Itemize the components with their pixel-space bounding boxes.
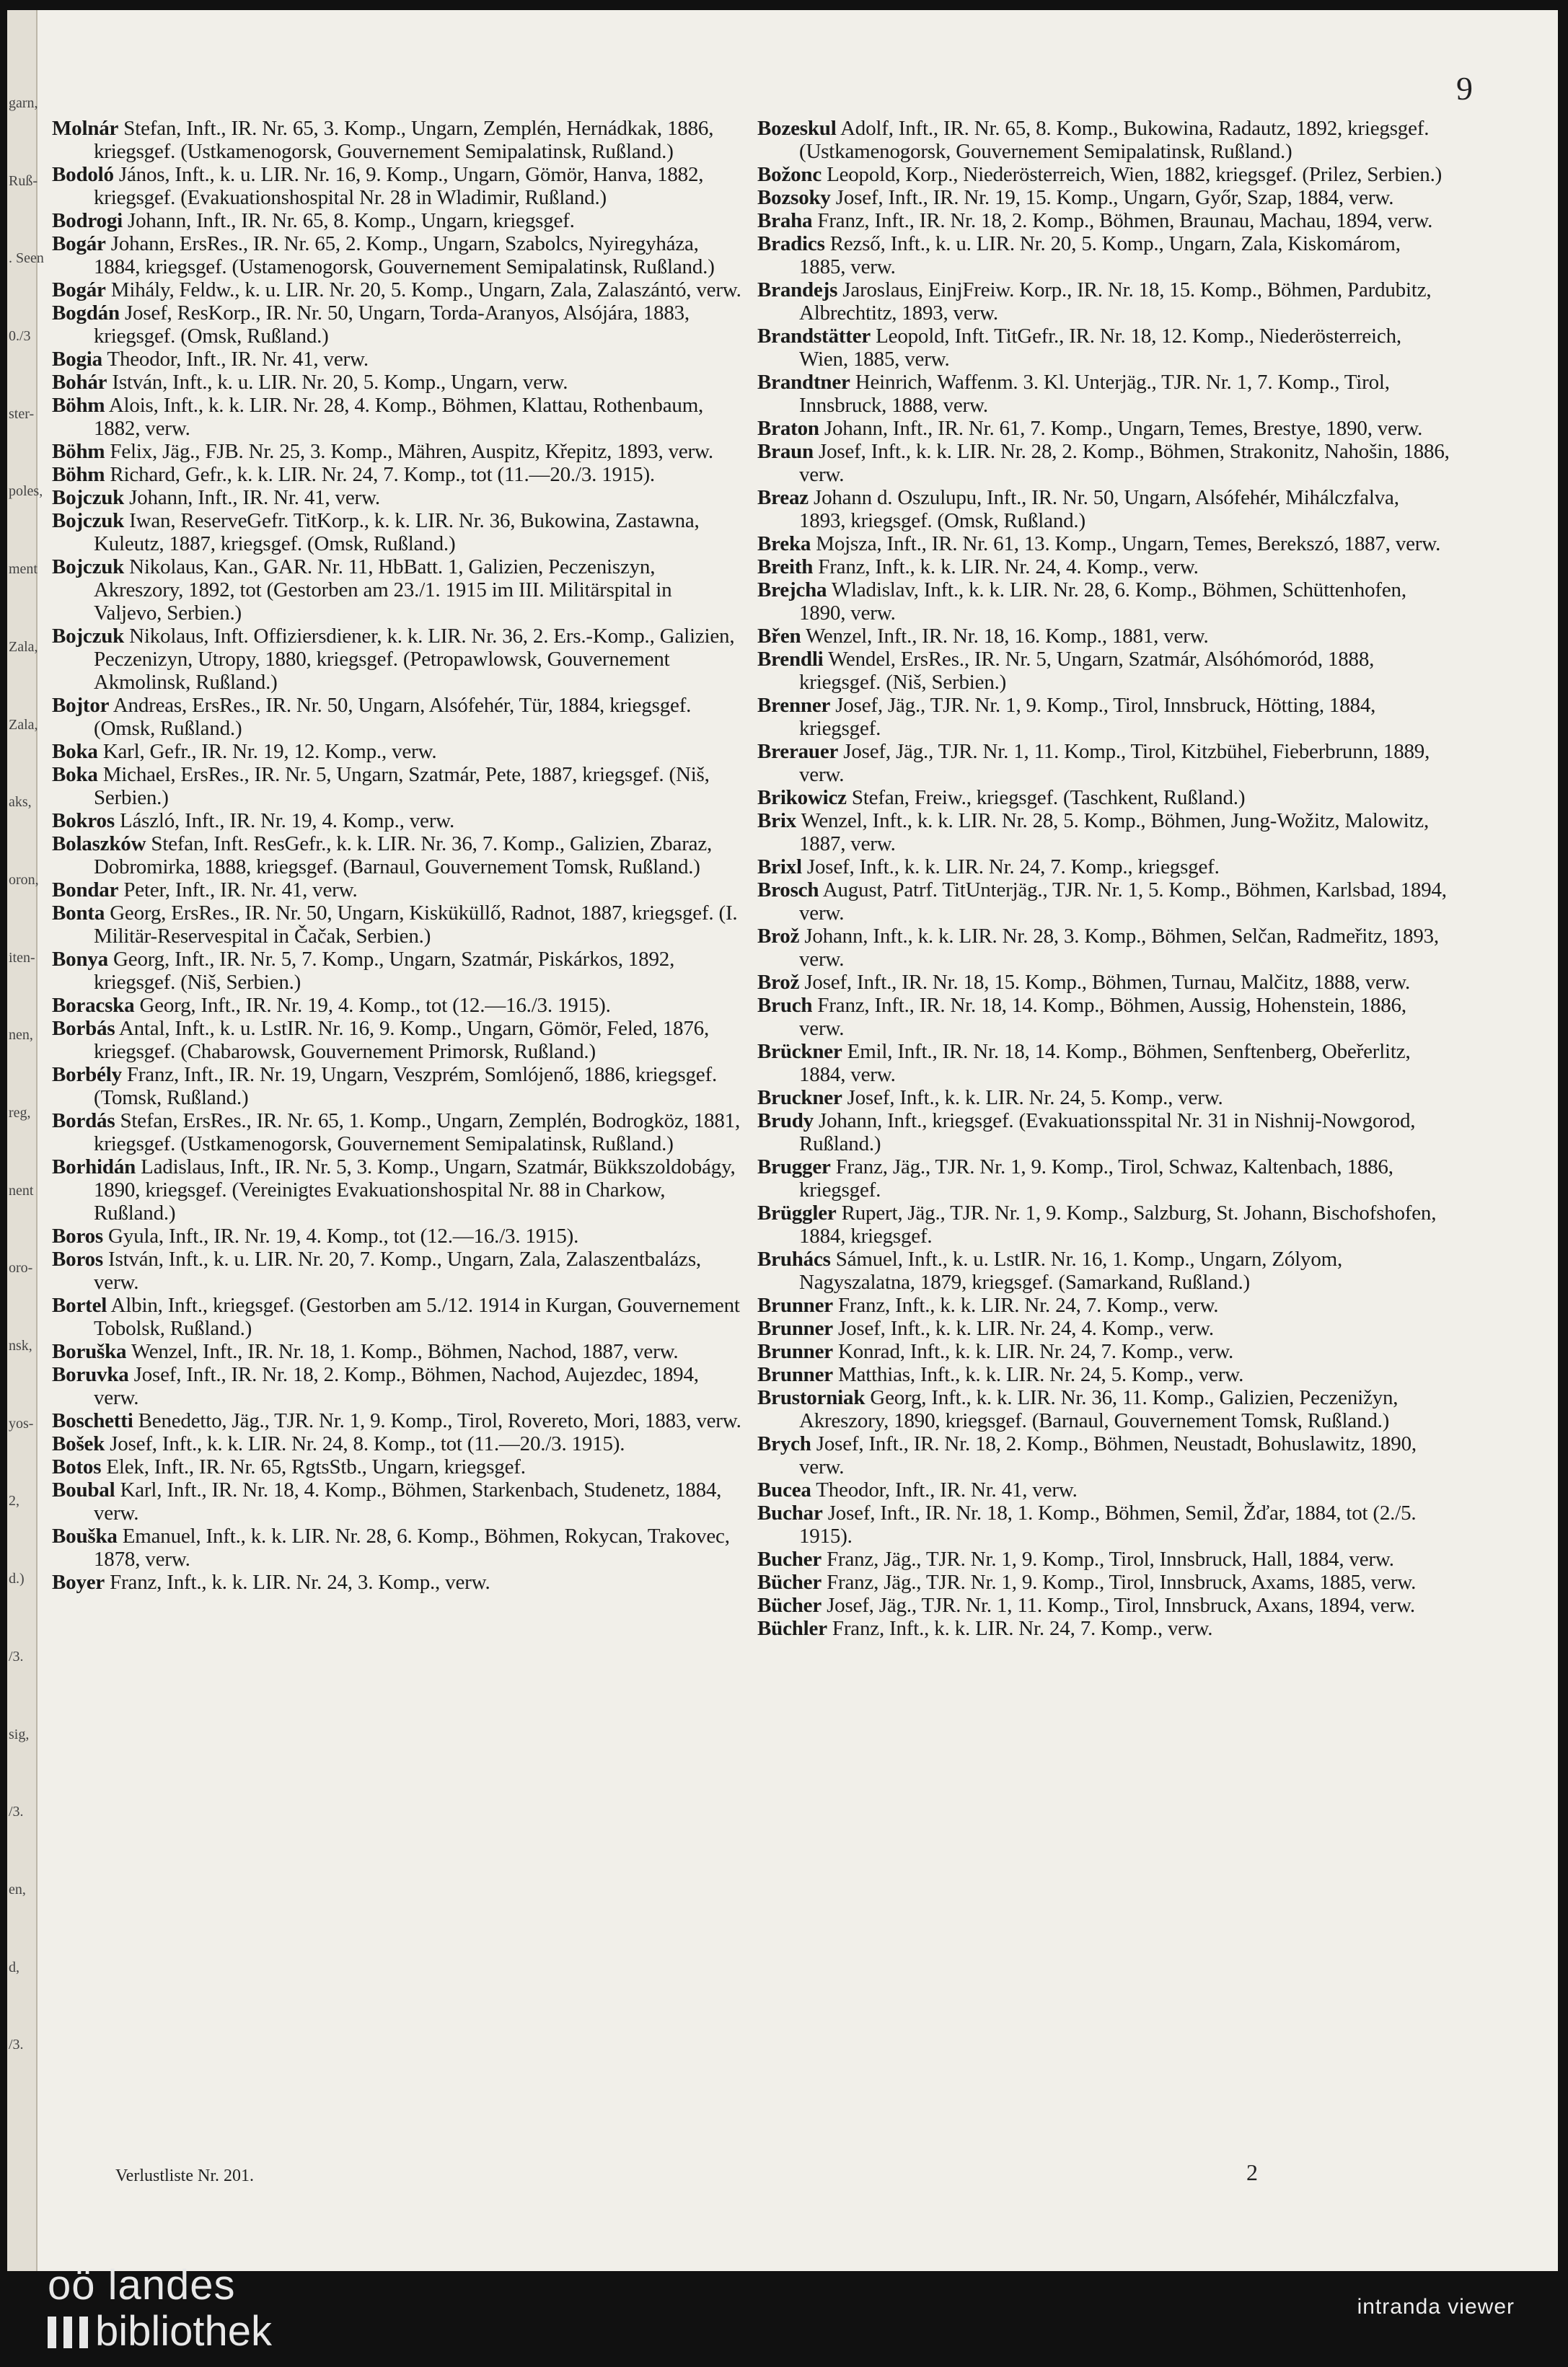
viewer-brand[interactable]: intranda viewer (1357, 2295, 1515, 2319)
list-entry (757, 278, 1450, 325)
entry-details: Felix, Jäg., FJB. Nr. 25, 3. Komp., Mähren, Auspitz, Křepitz, 1893, verw. (105, 440, 713, 463)
list-entry (52, 1455, 744, 1478)
list-entry (757, 209, 1450, 232)
margin-fragment: d, (9, 1959, 19, 1975)
list-entry (52, 902, 744, 948)
list-entry (52, 1109, 744, 1155)
entry-details: August, Patrf. TitUnterjäg., TJR. Nr. 1, 5. Komp., Böhmen, Karlsbad, 1894, verw. (799, 878, 1447, 925)
entry-details: Franz, Jäg., TJR. Nr. 1, 9. Komp., Tirol, Innsbruck, Axams, 1885, verw. (822, 1571, 1417, 1594)
entry-surname: Brikowicz (757, 786, 847, 809)
entry-surname: Brož (757, 971, 800, 994)
list-entry (52, 371, 744, 394)
entry-details: Wenzel, Inft., k. k. LIR. Nr. 28, 5. Komp., Böhmen, Jung-Wožitz, Malowitz, 1887, verw. (796, 809, 1430, 855)
page-number: 9 (1456, 70, 1473, 107)
entry-details: Karl, Gefr., IR. Nr. 19, 12. Komp., verw. (97, 740, 437, 763)
list-entry (757, 878, 1450, 925)
list-entry (52, 625, 744, 694)
entry-details: Iwan, ReserveGefr. TitKorp., k. k. LIR. Nr. 36, Bukowina, Zastawna, Kuleutz, 1887, kriegsgef. (Omsk, Rußland.) (94, 509, 700, 555)
entry-surname: Botos (52, 1455, 102, 1478)
entry-details: Josef, Inft., k. k. LIR. Nr. 24, 5. Komp., verw. (842, 1086, 1223, 1109)
entry-surname: Bruch (757, 994, 813, 1017)
margin-fragment: oron, (9, 871, 39, 888)
entry-details: Josef, Inft., k. k. LIR. Nr. 28, 2. Komp., Böhmen, Strakonitz, Nahošin, 1886, verw. (799, 440, 1450, 486)
entry-surname: Boubal (52, 1478, 115, 1502)
list-entry (757, 1202, 1450, 1248)
margin-fragment: ster- (9, 405, 35, 422)
entry-details: Josef, ResKorp., IR. Nr. 50, Ungarn, Torda-Aranyos, Alsójára, 1883, kriegsgef. (Omsk, Rußland.) (94, 301, 690, 348)
entry-details: Jaroslaus, EinjFreiw. Korp., IR. Nr. 18, 15. Komp., Böhmen, Pardubitz, Albrechtitz, 1893, verw. (799, 278, 1432, 325)
entry-details: Elek, Inft., IR. Nr. 65, RgtsStb., Ungarn, kriegsgef. (101, 1455, 526, 1478)
entry-details: Nikolaus, Inft. Offiziersdiener, k. k. LIR. Nr. 36, 2. Ers.-Komp., Galizien, Peczenizyn, Utropy, 1880, kriegsgef. (Petropawlowsk, Gouvernement Akmolinsk, Rußland.) (94, 625, 735, 694)
list-entry (757, 648, 1450, 694)
entry-surname: Brož (757, 925, 800, 948)
entry-details: Richard, Gefr., k. k. LIR. Nr. 24, 7. Komp., tot (11.—20./3. 1915). (105, 463, 655, 486)
list-entry (52, 555, 744, 625)
entry-details: Franz, Inft., k. k. LIR. Nr. 24, 3. Komp., verw. (105, 1571, 490, 1594)
entry-details: Andreas, ErsRes., IR. Nr. 50, Ungarn, Alsófehér, Tür, 1884, kriegsgef. (Omsk, Rußland.) (94, 694, 692, 740)
list-entry (757, 971, 1450, 994)
entry-details: Franz, Inft., IR. Nr. 18, 2. Komp., Böhmen, Braunau, Machau, 1894, verw. (812, 209, 1433, 232)
entry-surname: Bokros (52, 809, 115, 832)
entry-details: Franz, Inft., k. k. LIR. Nr. 24, 4. Komp., verw. (813, 555, 1199, 578)
entry-details: Adolf, Inft., IR. Nr. 65, 8. Komp., Bukowina, Radautz, 1892, kriegsgef. (Ustkamenogorsk, Gouvernement Semipalatinsk, Rußland.) (799, 117, 1430, 163)
margin-fragment: /3. (9, 1804, 24, 1820)
list-entry (52, 301, 744, 348)
list-entry (52, 1432, 744, 1455)
list-entry (52, 209, 744, 232)
list-entry (52, 1225, 744, 1248)
list-entry (757, 994, 1450, 1040)
margin-fragment: sig, (9, 1726, 30, 1742)
entry-details: Konrad, Inft., k. k. LIR. Nr. 24, 7. Komp., verw. (832, 1340, 1234, 1363)
entry-details: Emil, Inft., IR. Nr. 18, 14. Komp., Böhmen, Senftenberg, Obeřerlitz, 1884, verw. (799, 1040, 1411, 1086)
entry-details: Josef, Jäg., TJR. Nr. 1, 11. Komp., Tirol, Kitzbühel, Fieberbrunn, 1889, verw. (799, 740, 1430, 786)
list-entry (52, 509, 744, 555)
entry-surname: Brüggler (757, 1202, 837, 1225)
list-entry (52, 1063, 744, 1109)
entry-surname: Bojczuk (52, 509, 125, 532)
entry-details: Johann, ErsRes., IR. Nr. 65, 2. Komp., Ungarn, Szabolcs, Nyiregyháza, 1884, kriegsgef. (Ustamenogorsk, Gouvernement Semipalatinsk, Rußland.) (94, 232, 715, 278)
footer-signature-number: 2 (1246, 2159, 1258, 2185)
entry-details: Sámuel, Inft., k. u. LstIR. Nr. 16, 1. Komp., Ungarn, Zólyom, Nagyszalatna, 1879, kriegsgef. (Samarkand, Rußland.) (799, 1248, 1343, 1294)
entry-details: Mojsza, Inft., IR. Nr. 61, 13. Komp., Ungarn, Temes, Berekszó, 1887, verw. (811, 532, 1441, 555)
entry-surname: Bucea (757, 1478, 811, 1502)
entry-surname: Boka (52, 740, 98, 763)
entry-details: Matthias, Inft., k. k. LIR. Nr. 24, 5. Komp., verw. (832, 1363, 1244, 1386)
entry-details: Stefan, Inft., IR. Nr. 65, 3. Komp., Ungarn, Zemplén, Hernádkak, 1886, kriegsgef. (Ustkamenogorsk, Gouvernement Semipalatinsk, Rußland.) (94, 117, 714, 163)
entry-details: István, Inft., k. u. LIR. Nr. 20, 7. Komp., Ungarn, Zala, Zalaszentbalázs, verw. (94, 1248, 701, 1294)
entry-surname: Brudy (757, 1109, 814, 1132)
list-entry (52, 486, 744, 509)
list-entry (757, 371, 1450, 417)
entry-details: Josef, Inft., IR. Nr. 18, 2. Komp., Böhmen, Neustadt, Bohuslawitz, 1890, verw. (799, 1432, 1417, 1478)
right-column (757, 117, 1450, 1640)
entry-surname: Bogár (52, 278, 106, 301)
list-entry (52, 1294, 744, 1340)
list-entry (52, 1363, 744, 1409)
entry-surname: Bojczuk (52, 486, 125, 509)
entry-details: Wenzel, Inft., IR. Nr. 18, 16. Komp., 1881, verw. (801, 625, 1209, 648)
list-entry (757, 486, 1450, 532)
logo-bars-icon (48, 2317, 88, 2348)
entry-surname: Brunner (757, 1317, 833, 1340)
list-entry (52, 832, 744, 878)
entry-details: Josef, Jäg., TJR. Nr. 1, 11. Komp., Tirol, Innsbruck, Axans, 1894, verw. (822, 1594, 1415, 1617)
entry-surname: Breka (757, 532, 811, 555)
list-entry (52, 163, 744, 209)
logo-line-1: oö landes (48, 2262, 236, 2309)
entry-surname: Braha (757, 209, 813, 232)
entry-details: Franz, Inft., IR. Nr. 18, 14. Komp., Böhmen, Aussig, Hohenstein, 1886, verw. (799, 994, 1406, 1040)
entry-details: Johann, Inft., kriegsgef. (Evakuationsspital Nr. 31 in Nishnij-Nowgorod, Rußland.) (799, 1109, 1416, 1155)
entry-details: Georg, Inft., k. k. LIR. Nr. 36, 11. Komp., Galizien, Peczenižyn, Akreszory, 1890, kriegsgef. (Barnaul, Gouvernement Tomsk, Rußland.) (799, 1386, 1399, 1432)
margin-fragment: /3. (9, 2037, 24, 2053)
list-entry (757, 1502, 1450, 1548)
entry-surname: Bozeskul (757, 117, 837, 140)
entry-details: Josef, Inft., k. k. LIR. Nr. 24, 8. Komp., tot (11.—20./3. 1915). (105, 1432, 625, 1455)
entry-surname: Bordás (52, 1109, 115, 1132)
entry-details: Ladislaus, Inft., IR. Nr. 5, 3. Komp., Ungarn, Szatmár, Bükkszoldobágy, 1890, kriegsgef. (Vereinigtes Evakuationshospital Nr. 88 in Charkow, Rußland.) (94, 1155, 736, 1225)
entry-details: Johann d. Oszulupu, Inft., IR. Nr. 50, Ungarn, Alsófehér, Mihálczfalva, 1893, kriegsgef. (Omsk, Rußland.) (799, 486, 1399, 532)
list-entry (757, 117, 1450, 163)
entry-surname: Borbély (52, 1063, 122, 1086)
list-entry (52, 440, 744, 463)
margin-fragment: reg, (9, 1105, 31, 1121)
entry-surname: Borhidán (52, 1155, 136, 1178)
entry-details: Peter, Inft., IR. Nr. 41, verw. (118, 878, 358, 902)
entry-surname: Bondar (52, 878, 119, 902)
entry-details: Johann, Inft., IR. Nr. 65, 8. Komp., Ungarn, kriegsgef. (122, 209, 575, 232)
entry-details: Stefan, Inft. ResGefr., k. k. LIR. Nr. 36, 7. Komp., Galizien, Zbaraz, Dobromirka, 1888, kriegsgef. (Barnaul, Gouvernement Tomsk, Rußland.) (94, 832, 713, 878)
list-entry (52, 1525, 744, 1571)
entry-details: Mihály, Feldw., k. u. LIR. Nr. 20, 5. Komp., Ungarn, Zala, Zalaszántó, verw. (105, 278, 741, 301)
entry-surname: Bücher (757, 1594, 822, 1617)
list-entry (52, 994, 744, 1017)
entry-details: Johann, Inft., k. k. LIR. Nr. 28, 3. Komp., Böhmen, Selčan, Radmeřitz, 1893, verw. (799, 925, 1439, 971)
entry-surname: Brejcha (757, 578, 827, 601)
entry-surname: Bojczuk (52, 555, 125, 578)
entry-surname: Böhm (52, 440, 105, 463)
list-entry (757, 925, 1450, 971)
entry-surname: Bolaszków (52, 832, 146, 855)
entry-surname: Bohár (52, 371, 107, 394)
entry-details: Josef, Inft., IR. Nr. 18, 15. Komp., Böhmen, Turnau, Malčitz, 1888, verw. (799, 971, 1411, 994)
list-entry (757, 1386, 1450, 1432)
entry-surname: Büchler (757, 1617, 827, 1640)
entry-surname: Bodrogi (52, 209, 123, 232)
list-entry (757, 625, 1450, 648)
list-entry (52, 1017, 744, 1063)
margin-fragment: iten- (9, 949, 35, 966)
entry-details: Josef, Inft., IR. Nr. 18, 1. Komp., Böhmen, Semil, Žďar, 1884, tot (2./5. 1915). (799, 1502, 1417, 1548)
entry-surname: Boros (52, 1248, 103, 1271)
entry-details: Karl, Inft., IR. Nr. 18, 4. Komp., Böhmen, Starkenbach, Studenetz, 1884, verw. (94, 1478, 722, 1525)
margin-fragment: poles, (9, 483, 43, 500)
entry-surname: Brendli (757, 648, 824, 671)
entry-details: Nikolaus, Kan., GAR. Nr. 11, HbBatt. 1, Galizien, Peczeniszyn, Akreszory, 1892, tot (Gestorben am 23./1. 1915 im III. Militärspital in Valjevo, Serbien.) (94, 555, 672, 625)
margin-fragment: nent (9, 1182, 34, 1199)
footer-issue-label: Verlustliste Nr. 201. (115, 2167, 254, 2185)
entry-surname: Břen (757, 625, 801, 648)
entry-details: Georg, Inft., IR. Nr. 19, 4. Komp., tot (12.—16./3. 1915). (134, 994, 611, 1017)
margin-fragment: oro- (9, 1260, 33, 1277)
list-entry (52, 1155, 744, 1225)
entry-surname: Brunner (757, 1363, 833, 1386)
entry-surname: Boruvka (52, 1363, 129, 1386)
entry-details: Rupert, Jäg., TJR. Nr. 1, 9. Komp., Salzburg, St. Johann, Bischofshofen, 1884, kriegsgef. (799, 1202, 1437, 1248)
entry-surname: Boka (52, 763, 98, 786)
previous-page-edge (7, 10, 44, 2271)
entry-surname: Brunner (757, 1294, 833, 1317)
list-entry (52, 394, 744, 440)
entry-surname: Bortel (52, 1294, 107, 1317)
entry-details: Stefan, Freiw., kriegsgef. (Taschkent, Rußland.) (846, 786, 1246, 809)
entry-surname: Bodoló (52, 163, 114, 186)
margin-fragment: aks, (9, 794, 32, 811)
entry-details: Heinrich, Waffenm. 3. Kl. Unterjäg., TJR. Nr. 1, 7. Komp., Tirol, Innsbruck, 1888, verw. (799, 371, 1390, 417)
list-entry (757, 1317, 1450, 1340)
entry-details: Benedetto, Jäg., TJR. Nr. 1, 9. Komp., Tirol, Rovereto, Mori, 1883, verw. (133, 1409, 741, 1432)
list-entry (52, 117, 744, 163)
list-entry (757, 578, 1450, 625)
entry-surname: Breith (757, 555, 814, 578)
entry-details: Franz, Inft., k. k. LIR. Nr. 24, 7. Komp., verw. (832, 1294, 1219, 1317)
entry-details: Johann, Inft., IR. Nr. 61, 7. Komp., Ungarn, Temes, Brestye, 1890, verw. (819, 417, 1423, 440)
list-entry (757, 855, 1450, 878)
margin-fragment: 2, (9, 1493, 19, 1509)
list-entry (757, 1571, 1450, 1594)
list-entry (52, 1248, 744, 1294)
margin-fragment: ment (9, 561, 38, 578)
entry-details: Georg, Inft., IR. Nr. 5, 7. Komp., Ungarn, Szatmár, Piskárkos, 1892, kriegsgef. (Niš, Serbien.) (94, 948, 675, 994)
list-entry (757, 1040, 1450, 1086)
margin-fragment: Zala, (9, 716, 38, 733)
entry-surname: Buchar (757, 1502, 823, 1525)
entry-details: Antal, Inft., k. u. LstIR. Nr. 16, 9. Komp., Ungarn, Gömör, Feled, 1876, kriegsgef. (Chabarowsk, Gouvernement Primorsk, Rußland.) (94, 1017, 709, 1063)
entry-surname: Bojczuk (52, 625, 125, 648)
entry-surname: Boschetti (52, 1409, 133, 1432)
list-entry (757, 809, 1450, 855)
list-entry (757, 1340, 1450, 1363)
list-entry (757, 1363, 1450, 1386)
margin-fragment: nsk, (9, 1338, 32, 1354)
margin-fragment: d.) (9, 1571, 25, 1587)
list-entry (52, 463, 744, 486)
list-entry (757, 1548, 1450, 1571)
entry-details: Josef, Jäg., TJR. Nr. 1, 9. Komp., Tirol, Innsbruck, Hötting, 1884, kriegsgef. (799, 694, 1376, 740)
entry-surname: Brandtner (757, 371, 850, 394)
list-entry (52, 1409, 744, 1432)
entry-details: János, Inft., k. u. LIR. Nr. 16, 9. Komp., Ungarn, Gömör, Hanva, 1882, kriegsgef. (Evakuationshospital Nr. 28 in Wladimir, Rußland.) (94, 163, 704, 209)
entry-surname: Bruckner (757, 1086, 842, 1109)
entry-surname: Böhm (52, 394, 105, 417)
entry-details: Josef, Inft., IR. Nr. 19, 15. Komp., Ungarn, Győr, Szap, 1884, verw. (830, 186, 1394, 209)
entry-details: Alois, Inft., k. k. LIR. Nr. 28, 4. Komp., Böhmen, Klattau, Rothenbaum, 1882, verw. (94, 394, 704, 440)
list-entry (52, 348, 744, 371)
entry-surname: Brych (757, 1432, 811, 1455)
entry-details: Emanuel, Inft., k. k. LIR. Nr. 28, 6. Komp., Böhmen, Rokycan, Trakovec, 1878, verw. (94, 1525, 730, 1571)
entry-details: Theodor, Inft., IR. Nr. 41, verw. (811, 1478, 1078, 1502)
margin-fragment: /3. (9, 1648, 24, 1665)
entry-details: Leopold, Korp., Niederösterreich, Wien, 1882, kriegsgef. (Prilez, Serbien.) (822, 163, 1443, 186)
entry-surname: Braun (757, 440, 814, 463)
list-entry (757, 232, 1450, 278)
entry-surname: Brückner (757, 1040, 842, 1063)
entry-surname: Bruhács (757, 1248, 831, 1271)
entry-surname: Boyer (52, 1571, 105, 1594)
list-entry (757, 163, 1450, 186)
entry-surname: Bošek (52, 1432, 105, 1455)
entry-details: Theodor, Inft., IR. Nr. 41, verw. (102, 348, 369, 371)
list-entry (757, 555, 1450, 578)
entry-details: Josef, Inft., k. k. LIR. Nr. 24, 7. Komp., kriegsgef. (801, 855, 1220, 878)
entry-details: Albin, Inft., kriegsgef. (Gestorben am 5./12. 1914 in Kurgan, Gouvernement Tobolsk, Rußland.) (94, 1294, 740, 1340)
entry-surname: Bojtor (52, 694, 110, 717)
list-entry (52, 278, 744, 301)
margin-fragment: 0./3 (9, 328, 31, 345)
margin-fragment: en, (9, 1881, 26, 1897)
entry-details: Franz, Inft., k. k. LIR. Nr. 24, 7. Komp., verw. (827, 1617, 1213, 1640)
entry-surname: Bucher (757, 1548, 822, 1571)
margin-fragment: nen, (9, 1027, 33, 1044)
list-entry (52, 232, 744, 278)
list-entry (757, 532, 1450, 555)
entry-details: István, Inft., k. u. LIR. Nr. 20, 5. Komp., Ungarn, verw. (107, 371, 568, 394)
entry-surname: Brix (757, 809, 796, 832)
entry-details: Leopold, Inft. TitGefr., IR. Nr. 18, 12. Komp., Niederösterreich, Wien, 1885, verw. (799, 325, 1401, 371)
list-entry (52, 878, 744, 902)
entry-surname: Božonc (757, 163, 822, 186)
entry-details: Josef, Inft., IR. Nr. 18, 2. Komp., Böhmen, Nachod, Aujezdec, 1894, verw. (94, 1363, 699, 1409)
entry-surname: Bogia (52, 348, 102, 371)
entry-surname: Brosch (757, 878, 819, 902)
entry-details: Michael, ErsRes., IR. Nr. 5, Ungarn, Szatmár, Pete, 1887, kriegsgef. (Niš, Serbien.) (94, 763, 710, 809)
list-entry (757, 1432, 1450, 1478)
entry-surname: Brerauer (757, 740, 839, 763)
entry-details: László, Inft., IR. Nr. 19, 4. Komp., verw. (114, 809, 455, 832)
list-entry (52, 1478, 744, 1525)
entry-details: Franz, Inft., IR. Nr. 19, Ungarn, Veszprém, Somlójenő, 1886, kriegsgef. (Tomsk, Rußland.) (94, 1063, 717, 1109)
list-entry (757, 1086, 1450, 1109)
entry-details: Johann, Inft., IR. Nr. 41, verw. (124, 486, 380, 509)
list-entry (757, 1248, 1450, 1294)
entry-surname: Bücher (757, 1571, 822, 1594)
entry-details: Gyula, Inft., IR. Nr. 19, 4. Komp., tot (12.—16./3. 1915). (102, 1225, 579, 1248)
entry-surname: Bogdán (52, 301, 120, 325)
entry-details: Franz, Jäg., TJR. Nr. 1, 9. Komp., Tirol, Schwaz, Kaltenbach, 1886, kriegsgef. (799, 1155, 1393, 1202)
entry-surname: Bradics (757, 232, 825, 255)
entry-details: Wendel, ErsRes., IR. Nr. 5, Ungarn, Szatmár, Alsóhómoród, 1888, kriegsgef. (Niš, Serbien.) (799, 648, 1375, 694)
list-entry (52, 948, 744, 994)
entry-surname: Brixl (757, 855, 802, 878)
library-logo[interactable] (48, 2261, 351, 2362)
entry-surname: Brandstätter (757, 325, 871, 348)
list-entry (757, 1617, 1450, 1640)
entry-surname: Brandejs (757, 278, 838, 301)
entry-surname: Breaz (757, 486, 809, 509)
list-entry (52, 694, 744, 740)
entry-surname: Brugger (757, 1155, 831, 1178)
entry-surname: Bonya (52, 948, 108, 971)
margin-fragment: garn, (9, 95, 38, 111)
scanned-page (7, 10, 1558, 2271)
margin-fragment: Ruß- (9, 172, 38, 189)
entry-details: Rezső, Inft., k. u. LIR. Nr. 20, 5. Komp., Ungarn, Zala, Kiskomárom, 1885, verw. (799, 232, 1401, 278)
list-entry (52, 763, 744, 809)
list-entry (757, 1594, 1450, 1617)
margin-fragment: yos- (9, 1415, 34, 1432)
list-entry (757, 186, 1450, 209)
list-entry (52, 1571, 744, 1594)
list-entry (757, 1109, 1450, 1155)
entry-surname: Bogár (52, 232, 106, 255)
entry-surname: Brustorniak (757, 1386, 866, 1409)
entry-details: Stefan, ErsRes., IR. Nr. 65, 1. Komp., Ungarn, Zemplén, Bodrogköz, 1881, kriegsgef. (Ustkamenogorsk, Gouvernement Semipalatinsk, Rußland.) (94, 1109, 740, 1155)
entry-details: Josef, Inft., k. k. LIR. Nr. 24, 4. Komp., verw. (832, 1317, 1214, 1340)
logo-line-2-text: bibliothek (95, 2308, 273, 2355)
list-entry (52, 809, 744, 832)
entry-details: Georg, ErsRes., IR. Nr. 50, Ungarn, Kisküküllő, Radnot, 1887, kriegsgef. (I. Militär-Reservespital in Čačak, Serbien.) (94, 902, 738, 948)
list-entry (52, 740, 744, 763)
list-entry (757, 740, 1450, 786)
entry-surname: Brunner (757, 1340, 833, 1363)
entry-surname: Braton (757, 417, 819, 440)
entry-surname: Boracska (52, 994, 135, 1017)
list-entry (757, 417, 1450, 440)
list-entry (757, 694, 1450, 740)
entry-surname: Boros (52, 1225, 103, 1248)
list-entry (757, 440, 1450, 486)
entry-surname: Bozsoky (757, 186, 831, 209)
entry-surname: Borbás (52, 1017, 115, 1040)
entry-surname: Böhm (52, 463, 105, 486)
list-entry (757, 786, 1450, 809)
left-column (52, 117, 744, 1594)
entry-details: Franz, Jäg., TJR. Nr. 1, 9. Komp., Tirol, Innsbruck, Hall, 1884, verw. (822, 1548, 1394, 1571)
entry-surname: Molnár (52, 117, 119, 140)
logo-line-2 (48, 2307, 272, 2355)
entry-details: Wladislav, Inft., k. k. LIR. Nr. 28, 6. Komp., Böhmen, Schüttenhofen, 1890, verw. (799, 578, 1406, 625)
margin-fragment: Zala, (9, 638, 38, 655)
list-entry (757, 1294, 1450, 1317)
list-entry (757, 1478, 1450, 1502)
entry-details: Wenzel, Inft., IR. Nr. 18, 1. Komp., Böhmen, Nachod, 1887, verw. (126, 1340, 679, 1363)
entry-surname: Bonta (52, 902, 105, 925)
entry-surname: Boruška (52, 1340, 127, 1363)
entry-surname: Brenner (757, 694, 831, 717)
entry-surname: Bouška (52, 1525, 118, 1548)
margin-fragment: . Seen (9, 250, 44, 267)
list-entry (757, 1155, 1450, 1202)
list-entry (757, 325, 1450, 371)
list-entry (52, 1340, 744, 1363)
